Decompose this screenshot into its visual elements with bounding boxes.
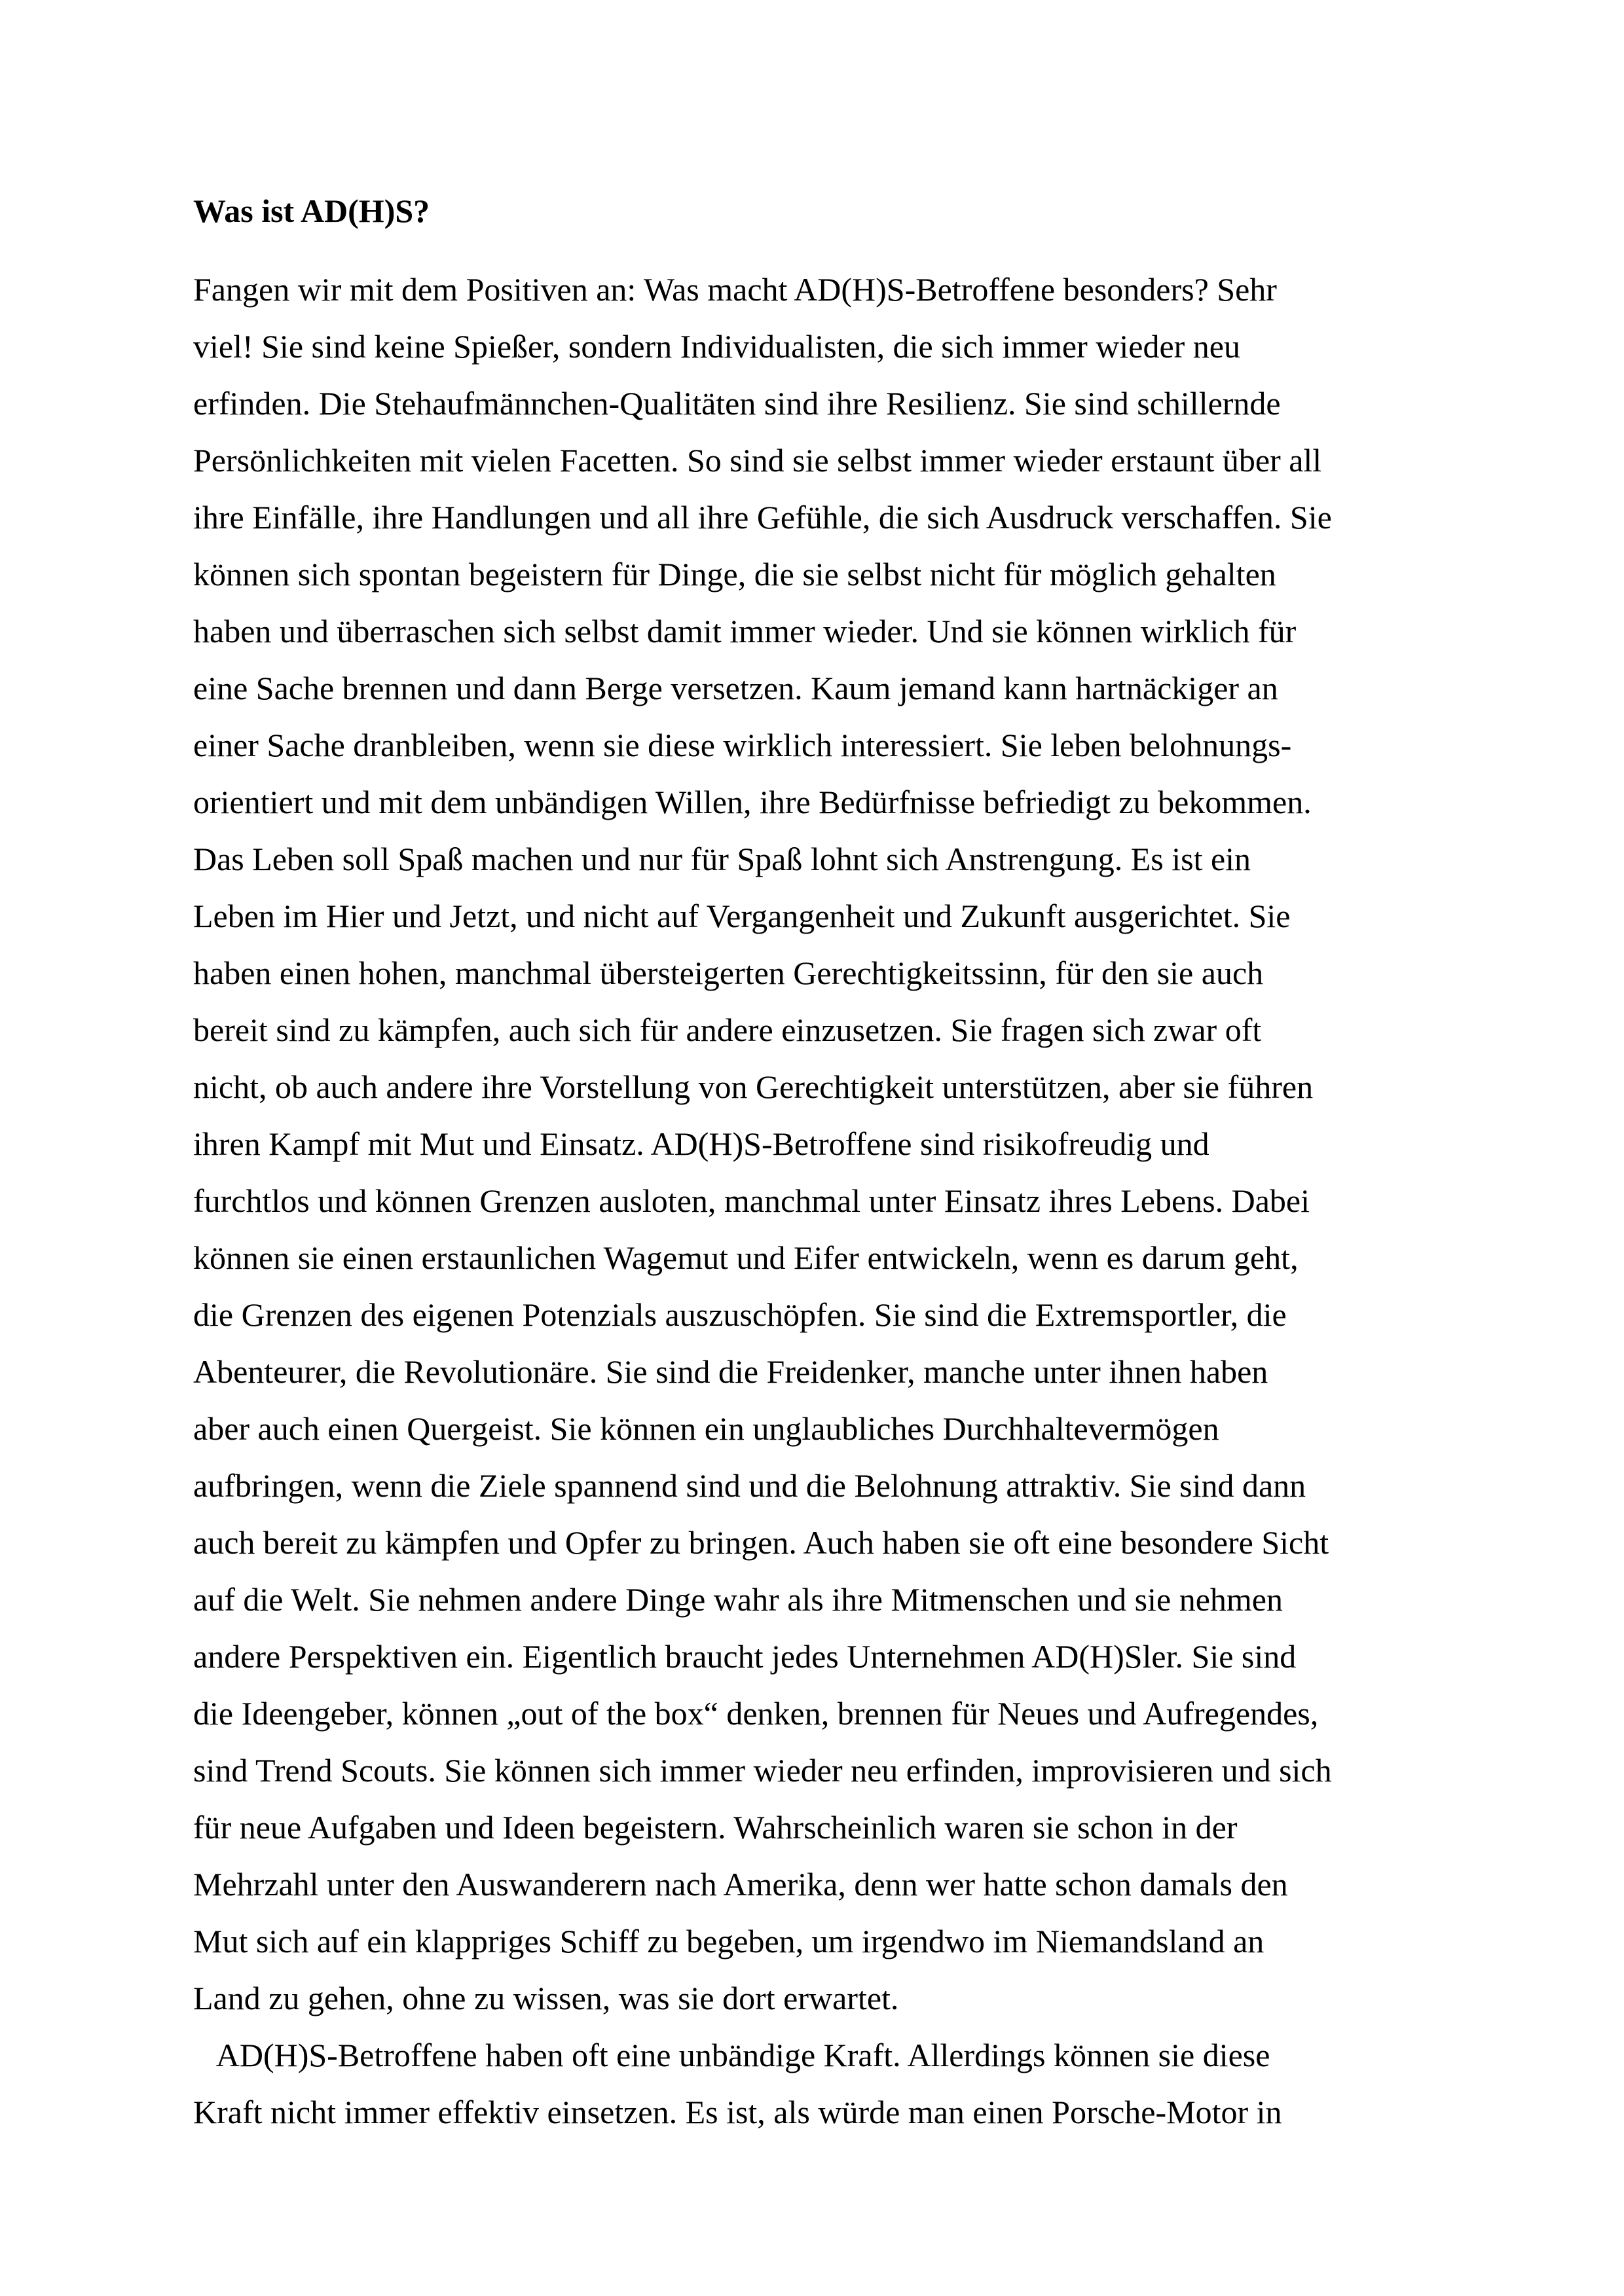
text-line: eine Sache brennen und dann Berge versetzen. Kaum jemand kann hartnäckiger an <box>193 670 1278 706</box>
text-line: AD(H)S-Betroffene haben oft eine unbändige Kraft. Allerdings können sie diese <box>193 2037 1270 2073</box>
text-line: haben einen hohen, manchmal übersteigerten Gerechtigkeitssinn, für den sie auch <box>193 955 1264 991</box>
text-line: auch bereit zu kämpfen und Opfer zu bringen. Auch haben sie oft eine besondere Sicht <box>193 1524 1329 1561</box>
text-line: ihren Kampf mit Mut und Einsatz. AD(H)S-Betroffene sind risikofreudig und <box>193 1125 1209 1162</box>
text-line: Kraft nicht immer effektiv einsetzen. Es ist, als würde man einen Porsche-Motor in <box>193 2094 1282 2130</box>
text-line: die Ideengeber, können „out of the box“ denken, brennen für Neues und Aufregendes, <box>193 1695 1319 1732</box>
text-line: haben und überraschen sich selbst damit immer wieder. Und sie können wirklich für <box>193 613 1297 649</box>
text-line: können sich spontan begeistern für Dinge, die sie selbst nicht für möglich gehalten <box>193 556 1276 592</box>
text-line: sind Trend Scouts. Sie können sich immer wieder neu erfinden, improvisieren und sich <box>193 1752 1332 1789</box>
text-line: auf die Welt. Sie nehmen andere Dinge wahr als ihre Mitmenschen und sie nehmen <box>193 1581 1283 1618</box>
text-line: furchtlos und können Grenzen ausloten, manchmal unter Einsatz ihres Lebens. Dabei <box>193 1182 1310 1219</box>
text-line: bereit sind zu kämpfen, auch sich für andere einzusetzen. Sie fragen sich zwar oft <box>193 1011 1262 1048</box>
text-line: ihre Einfälle, ihre Handlungen und all ihre Gefühle, die sich Ausdruck verschaffen. Sie <box>193 499 1332 536</box>
text-line: Land zu gehen, ohne zu wissen, was sie dort erwartet. <box>193 1980 899 2016</box>
text-line: Mut sich auf ein klappriges Schiff zu begeben, um irgendwo im Niemandsland an <box>193 1923 1264 1959</box>
text-line: einer Sache dranbleiben, wenn sie diese wirklich interessiert. Sie leben belohnungs- <box>193 727 1292 763</box>
text-line: Leben im Hier und Jetzt, und nicht auf Vergangenheit und Zukunft ausgerichtet. Sie <box>193 898 1291 934</box>
text-line: viel! Sie sind keine Spießer, sondern Individualisten, die sich immer wieder neu <box>193 328 1240 365</box>
document-title: Was ist AD(H)S? <box>193 192 430 229</box>
text-line: Mehrzahl unter den Auswanderern nach Amerika, denn wer hatte schon damals den <box>193 1866 1288 1903</box>
text-line: andere Perspektiven ein. Eigentlich braucht jedes Unternehmen AD(H)Sler. Sie sind <box>193 1638 1297 1675</box>
document-body <box>193 261 1431 2141</box>
text-line: Abenteurer, die Revolutionäre. Sie sind die Freidenker, manche unter ihnen haben <box>193 1353 1268 1390</box>
text-line: erfinden. Die Stehaufmännchen-Qualitäten sind ihre Resilienz. Sie sind schillernde <box>193 385 1281 422</box>
text-line: können sie einen erstaunlichen Wagemut und Eifer entwickeln, wenn es darum geht, <box>193 1239 1299 1276</box>
text-line: nicht, ob auch andere ihre Vorstellung von Gerechtigkeit unterstützen, aber sie führen <box>193 1068 1314 1105</box>
text-line: Fangen wir mit dem Positiven an: Was macht AD(H)S-Betroffene besonders? Sehr <box>193 271 1277 308</box>
text-line: die Grenzen des eigenen Potenzials auszuschöpfen. Sie sind die Extremsportler, die <box>193 1296 1287 1333</box>
text-line: für neue Aufgaben und Ideen begeistern. Wahrscheinlich waren sie schon in der <box>193 1809 1238 1846</box>
text-line: Persönlichkeiten mit vielen Facetten. So sind sie selbst immer wieder erstaunt über all <box>193 442 1322 479</box>
text-line: orientiert und mit dem unbändigen Willen, ihre Bedürfnisse befriedigt zu bekommen. <box>193 784 1312 820</box>
text-line: aufbringen, wenn die Ziele spannend sind und die Belohnung attraktiv. Sie sind dann <box>193 1467 1306 1504</box>
text-line: aber auch einen Quergeist. Sie können ein unglaubliches Durchhaltevermögen <box>193 1410 1219 1447</box>
text-line: Das Leben soll Spaß machen und nur für Spaß lohnt sich Anstrengung. Es ist ein <box>193 841 1251 877</box>
